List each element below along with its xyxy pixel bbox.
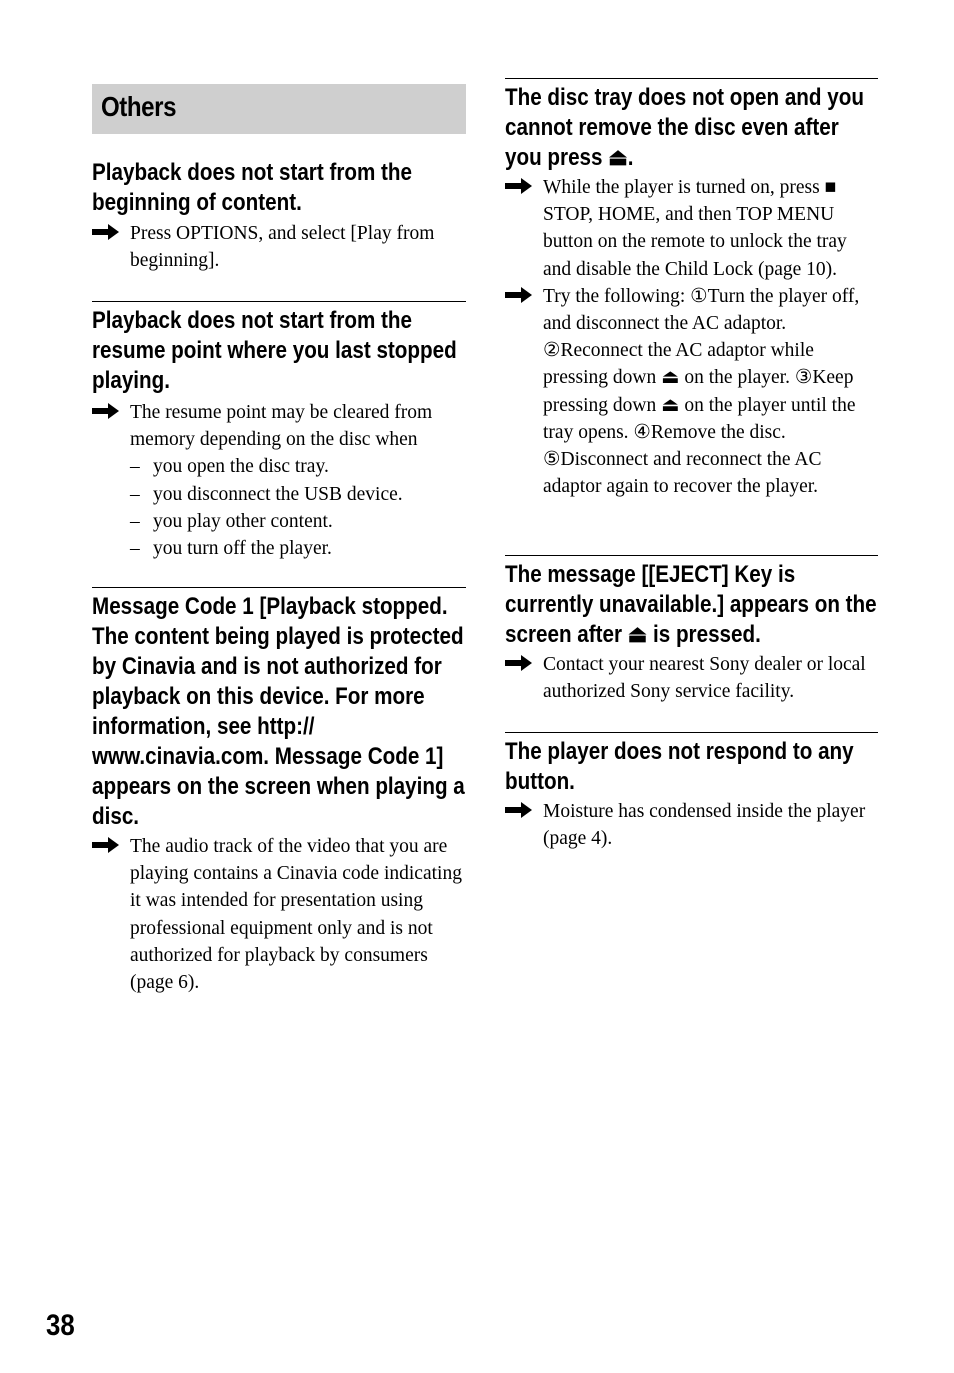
condition-list [92,453,466,562]
arrow-icon [92,402,120,420]
list-item: – you disconnect the USB device. [92,481,466,508]
qa-block-5 [505,555,878,705]
question: The disc tray does not open and you cannot remove the disc even after you press ⏏. [505,84,864,171]
list-item: – you turn off the player. [92,535,466,562]
question: Message Code 1 [Playback stopped. The content being played is protected by Cinavia and is not authorized for playback on this device. For more information, see http:// www.cinavia.com. Message Code 1] appears on the screen when playing a disc. [92,593,465,830]
answer: Contact your nearest Sony dealer or local authorized Sony service facility. [505,651,878,705]
answer: Press OPTIONS, and select [Play from beginning]. [92,220,466,274]
question: The player does not respond to any button. [505,738,854,795]
list-item: – you open the disc tray. [92,453,466,480]
answer: While the player is turned on, press ■ STOP, HOME, and then TOP MENU button on the remote to unlock the tray and disable the Child Lock (page 10). [505,174,878,283]
arrow-icon [92,223,120,241]
arrow-icon [92,836,120,854]
qa-block-2 [92,301,466,562]
arrow-icon [505,654,533,672]
question: Playback does not start from the beginning of content. [92,159,413,216]
section-title: Others [101,91,177,122]
question: The message [[EJECT] Key is currently unavailable.] appears on the screen after ⏏ is pressed. [505,561,877,648]
list-item: – you play other content. [92,508,466,535]
answer: Try the following: ①Turn the player off, and disconnect the AC adaptor. ②Reconnect the AC adaptor while pressing down ⏏ on the player. ③Keep pressing down ⏏ on the player until the tray opens. ④Remove the disc. ⑤Disconnect and reconnect the AC adaptor again to recover the player. [505,283,878,501]
qa-block-1 [92,158,466,274]
qa-block-4 [505,78,878,500]
section-header [92,84,466,134]
page-number: 38 [46,1309,75,1342]
arrow-icon [505,177,533,195]
qa-block-3 [92,587,466,996]
answer: The resume point may be cleared from memory depending on the disc when [92,399,466,453]
question: Playback does not start from the resume point where you last stopped playing. [92,307,457,394]
answer: The audio track of the video that you are playing contains a Cinavia code indicating it was intended for presentation using professional equipment only and is not authorized for playback by consumers (page 6). [92,833,466,996]
qa-block-6 [505,732,878,852]
answer: Moisture has condensed inside the player (page 4). [505,798,878,852]
arrow-icon [505,801,533,819]
arrow-icon [505,286,533,304]
